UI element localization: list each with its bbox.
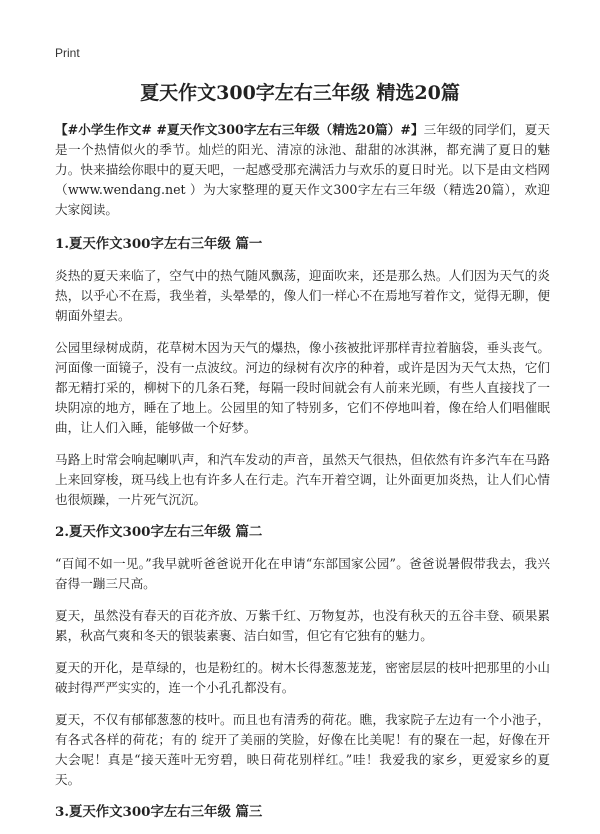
section-1-paragraph-3: 马路上时常会响起喇叭声，和汽车发动的声音，虽然天气很热，但依然有许多汽车在马路上来回穿梭，斑马线上也有许多人在行走。汽车开着空调，让外面更加炎热，让人们心情也很烦躁，一片死气沉沉。 <box>55 452 550 507</box>
section-2-paragraph-1: “百闻不如一见。”我早就听爸爸说开化在申请“东部国家公园”。爸爸说暑假带我去，我兴奋得一蹦三尺高。 <box>55 556 550 591</box>
section-heading-2: 2.夏天作文300字左右三年级 篇二 <box>55 524 263 540</box>
section-2-paragraph-2: 夏天，虽然没有春天的百花齐放、万紫千红、万物复苏，也没有秋天的五谷丰登、硕果累累，秋高气爽和冬天的银装素裹、洁白如雪，但它有它独有的魅力。 <box>55 608 550 643</box>
intro-tag: 【#小学生作文# #夏天作文300字左右三年级（精选20篇）#】 <box>55 122 424 137</box>
section-heading-1: 1.夏天作文300字左右三年级 篇一 <box>55 236 263 252</box>
intro-text: 三年级的同学们，夏天是一个热情似火的季节。灿烂的阳光、清凉的泳池、甜甜的冰淇淋，都充满了夏日的魅力。快来描绘你眼中的夏天吧，一起感受那充满活力与欢乐的夏日时光。以下是由文档网（www.wendang.net ）为大家整理的夏天作文300字左右三年级（精选20篇），欢迎大家阅读。 <box>55 122 550 217</box>
section-1-paragraph-1: 炎热的夏天来临了，空气中的热气随风飘荡，迎面吹来，还是那么热。人们因为天气的炎热，以乎心不在焉，我坐着，头晕晕的，像人们一样心不在焉地写着作文，觉得无聊，便朝面外望去。 <box>55 268 550 323</box>
section-2-paragraph-4: 夏天，不仅有郁郁葱葱的枝叶。而且也有清秀的荷花。瞧，我家院子左边有一个小池子，有各式各样的荷花；有的 绽开了美丽的笑脸，好像在比美呢！有的聚在一起，好像在开大会呢！真是“接天莲叶无穷碧，映日荷花别样红。”哇！我爱我的家乡，更爱家乡的夏天。 <box>55 712 550 787</box>
section-1-paragraph-2: 公园里绿树成荫，花草树木因为天气的爆热，像小孩被批评那样青拉着脑袋，垂头丧气。河面像一面镜子，没有一点波纹。河边的绿树有次序的种着，或许是因为天气太热，它们都无精打采的，柳树下的几条石凳，每隔一段时间就会有人前来光顾，有些人直接找了一块阴凉的地方，睡在了地上。公园里的知了特别多，它们不停地叫着，像在给人们唱催眠曲，让人们入睡，能够做一个好梦。 <box>55 340 550 435</box>
page-title: 夏天作文300字左右三年级 精选20篇 <box>140 82 460 104</box>
section-2-paragraph-3: 夏天的开化，是草绿的，也是粉红的。树木长得葱葱茏茏，密密层层的枝叶把那里的小山破封得严严实实的，连一个小孔孔都没有。 <box>55 660 550 695</box>
intro-paragraph <box>55 120 550 220</box>
print-link[interactable]: Print <box>55 46 80 60</box>
article-body <box>55 120 550 834</box>
section-heading-3: 3.夏天作文300字左右三年级 篇三 <box>55 804 263 820</box>
